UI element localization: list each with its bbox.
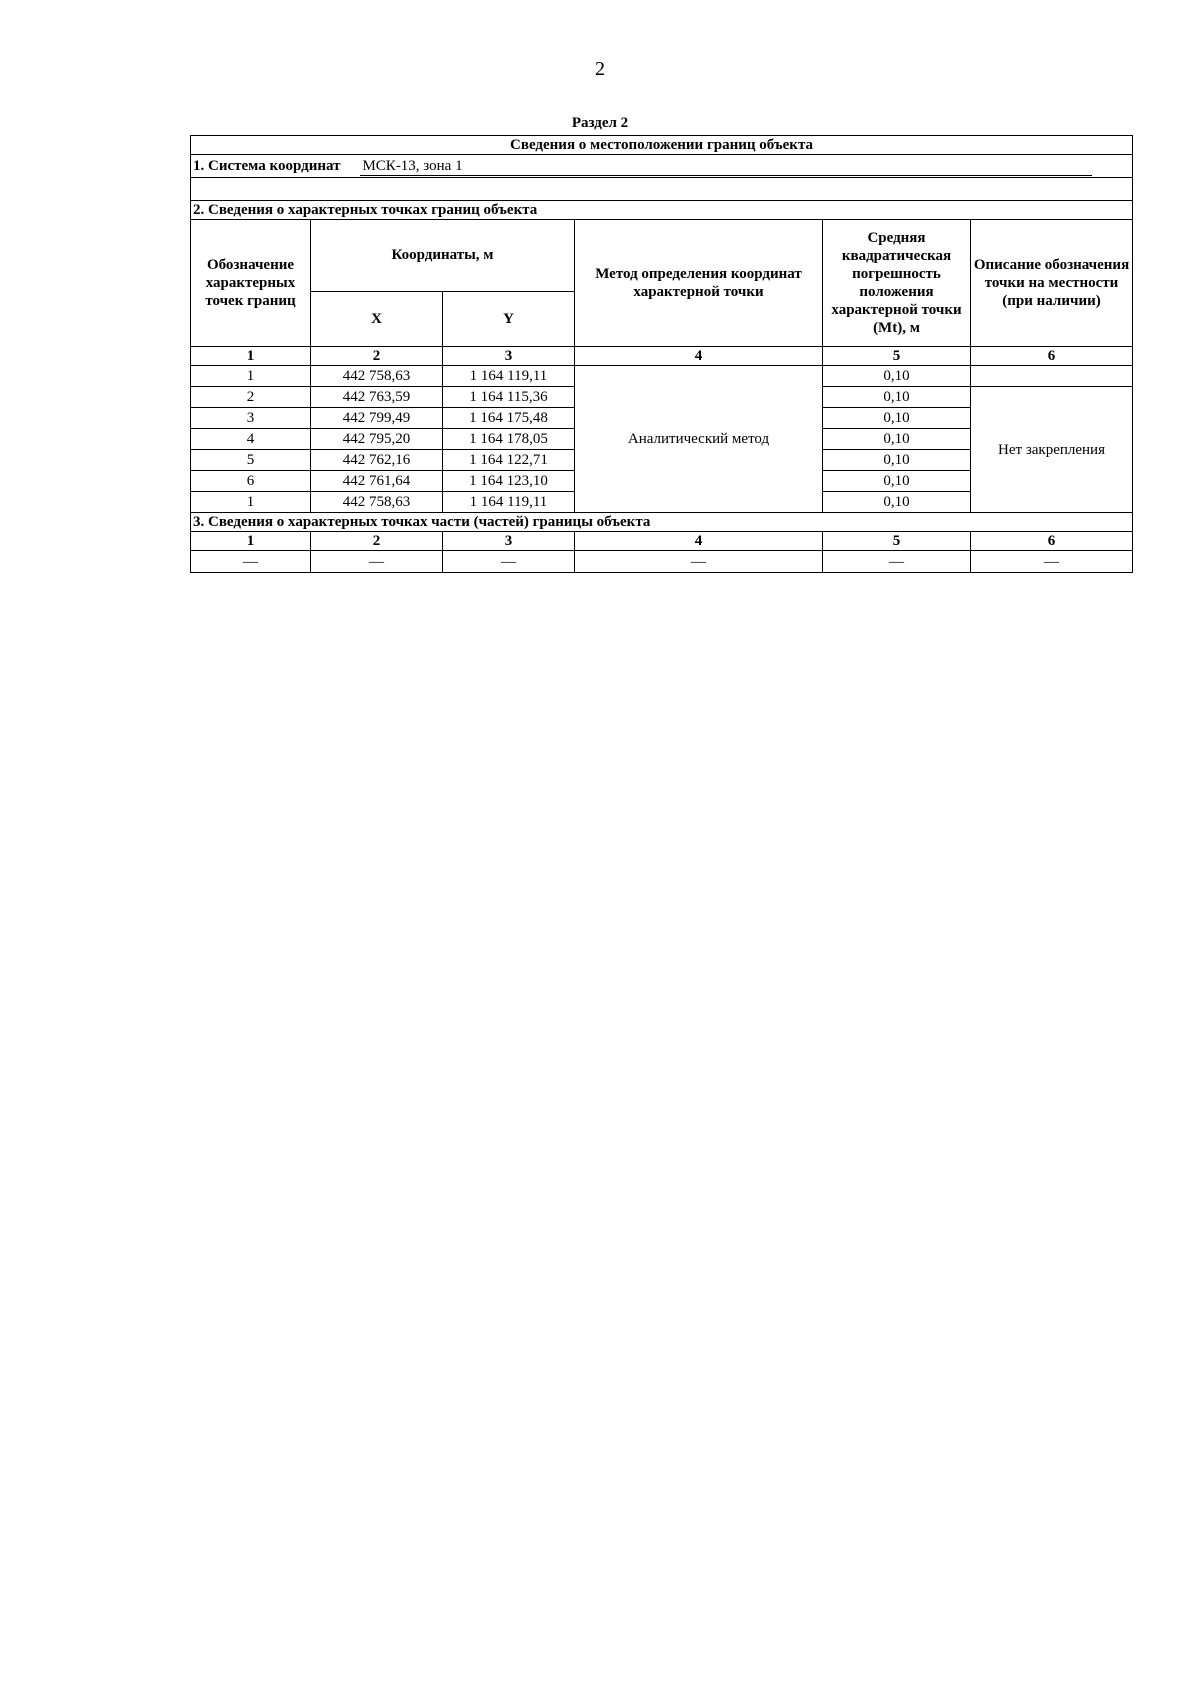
description-cell: Нет закрепления bbox=[971, 387, 1133, 513]
empty-dash: — bbox=[311, 551, 443, 573]
point-x: 442 761,64 bbox=[311, 471, 443, 492]
point-id: 1 bbox=[191, 492, 311, 513]
point-x: 442 799,49 bbox=[311, 408, 443, 429]
point-x: 442 763,59 bbox=[311, 387, 443, 408]
point-mt: 0,10 bbox=[823, 471, 971, 492]
point-y: 1 164 178,05 bbox=[443, 429, 575, 450]
col-number: 3 bbox=[443, 347, 575, 366]
col-number: 3 bbox=[443, 532, 575, 551]
point-mt: 0,10 bbox=[823, 429, 971, 450]
point-x: 442 758,63 bbox=[311, 492, 443, 513]
point-mt: 0,10 bbox=[823, 366, 971, 387]
header-designation: Обозначение характерных точек границ bbox=[191, 220, 311, 347]
coord-system-value: МСК-13, зона 1 bbox=[360, 157, 1092, 176]
table-row bbox=[191, 551, 1133, 573]
col-number: 5 bbox=[823, 347, 971, 366]
point-y: 1 164 119,11 bbox=[443, 366, 575, 387]
empty-dash: — bbox=[575, 551, 823, 573]
page-number: 2 bbox=[595, 58, 605, 80]
col-number: 1 bbox=[191, 532, 311, 551]
blank-row bbox=[191, 178, 1133, 201]
point-id: 5 bbox=[191, 450, 311, 471]
point-y: 1 164 122,71 bbox=[443, 450, 575, 471]
empty-dash: — bbox=[971, 551, 1133, 573]
col-number: 6 bbox=[971, 532, 1133, 551]
empty-dash: — bbox=[191, 551, 311, 573]
boundary-table bbox=[190, 135, 1133, 573]
point-x: 442 795,20 bbox=[311, 429, 443, 450]
empty-dash: — bbox=[823, 551, 971, 573]
col-number: 5 bbox=[823, 532, 971, 551]
header-y: Y bbox=[443, 291, 575, 346]
header-coordinates: Координаты, м bbox=[311, 220, 575, 292]
method-cell: Аналитический метод bbox=[575, 366, 823, 513]
table-row bbox=[191, 366, 1133, 387]
point-id: 1 bbox=[191, 366, 311, 387]
point-id: 3 bbox=[191, 408, 311, 429]
point-x: 442 762,16 bbox=[311, 450, 443, 471]
header-x: X bbox=[311, 291, 443, 346]
col-number: 1 bbox=[191, 347, 311, 366]
empty-dash: — bbox=[443, 551, 575, 573]
section-title: Раздел 2 bbox=[571, 115, 629, 131]
header-method: Метод определения координат характерной точки bbox=[575, 220, 823, 347]
points-section-title: 2. Сведения о характерных точках границ объекта bbox=[191, 201, 1133, 220]
parts-section-title: 3. Сведения о характерных точках части (частей) границы объекта bbox=[191, 513, 1133, 532]
point-id: 2 bbox=[191, 387, 311, 408]
col-number: 2 bbox=[311, 347, 443, 366]
point-y: 1 164 119,11 bbox=[443, 492, 575, 513]
point-y: 1 164 123,10 bbox=[443, 471, 575, 492]
col-number: 4 bbox=[575, 347, 823, 366]
point-id: 4 bbox=[191, 429, 311, 450]
header-error: Средняя квадратическая погрешность положения характерной точки (Mt), м bbox=[823, 220, 971, 347]
coord-system-label: 1. Система координат bbox=[193, 157, 341, 174]
table-title: Сведения о местоположении границ объекта bbox=[191, 136, 1133, 155]
col-number: 6 bbox=[971, 347, 1133, 366]
coord-system-row bbox=[191, 155, 1133, 178]
point-mt: 0,10 bbox=[823, 492, 971, 513]
point-y: 1 164 175,48 bbox=[443, 408, 575, 429]
point-mt: 0,10 bbox=[823, 408, 971, 429]
point-y: 1 164 115,36 bbox=[443, 387, 575, 408]
col-number: 4 bbox=[575, 532, 823, 551]
col-number: 2 bbox=[311, 532, 443, 551]
header-description: Описание обозначения точки на местности (при наличии) bbox=[971, 220, 1133, 347]
point-x: 442 758,63 bbox=[311, 366, 443, 387]
description-top-cell bbox=[971, 366, 1133, 387]
point-mt: 0,10 bbox=[823, 450, 971, 471]
point-id: 6 bbox=[191, 471, 311, 492]
point-mt: 0,10 bbox=[823, 387, 971, 408]
